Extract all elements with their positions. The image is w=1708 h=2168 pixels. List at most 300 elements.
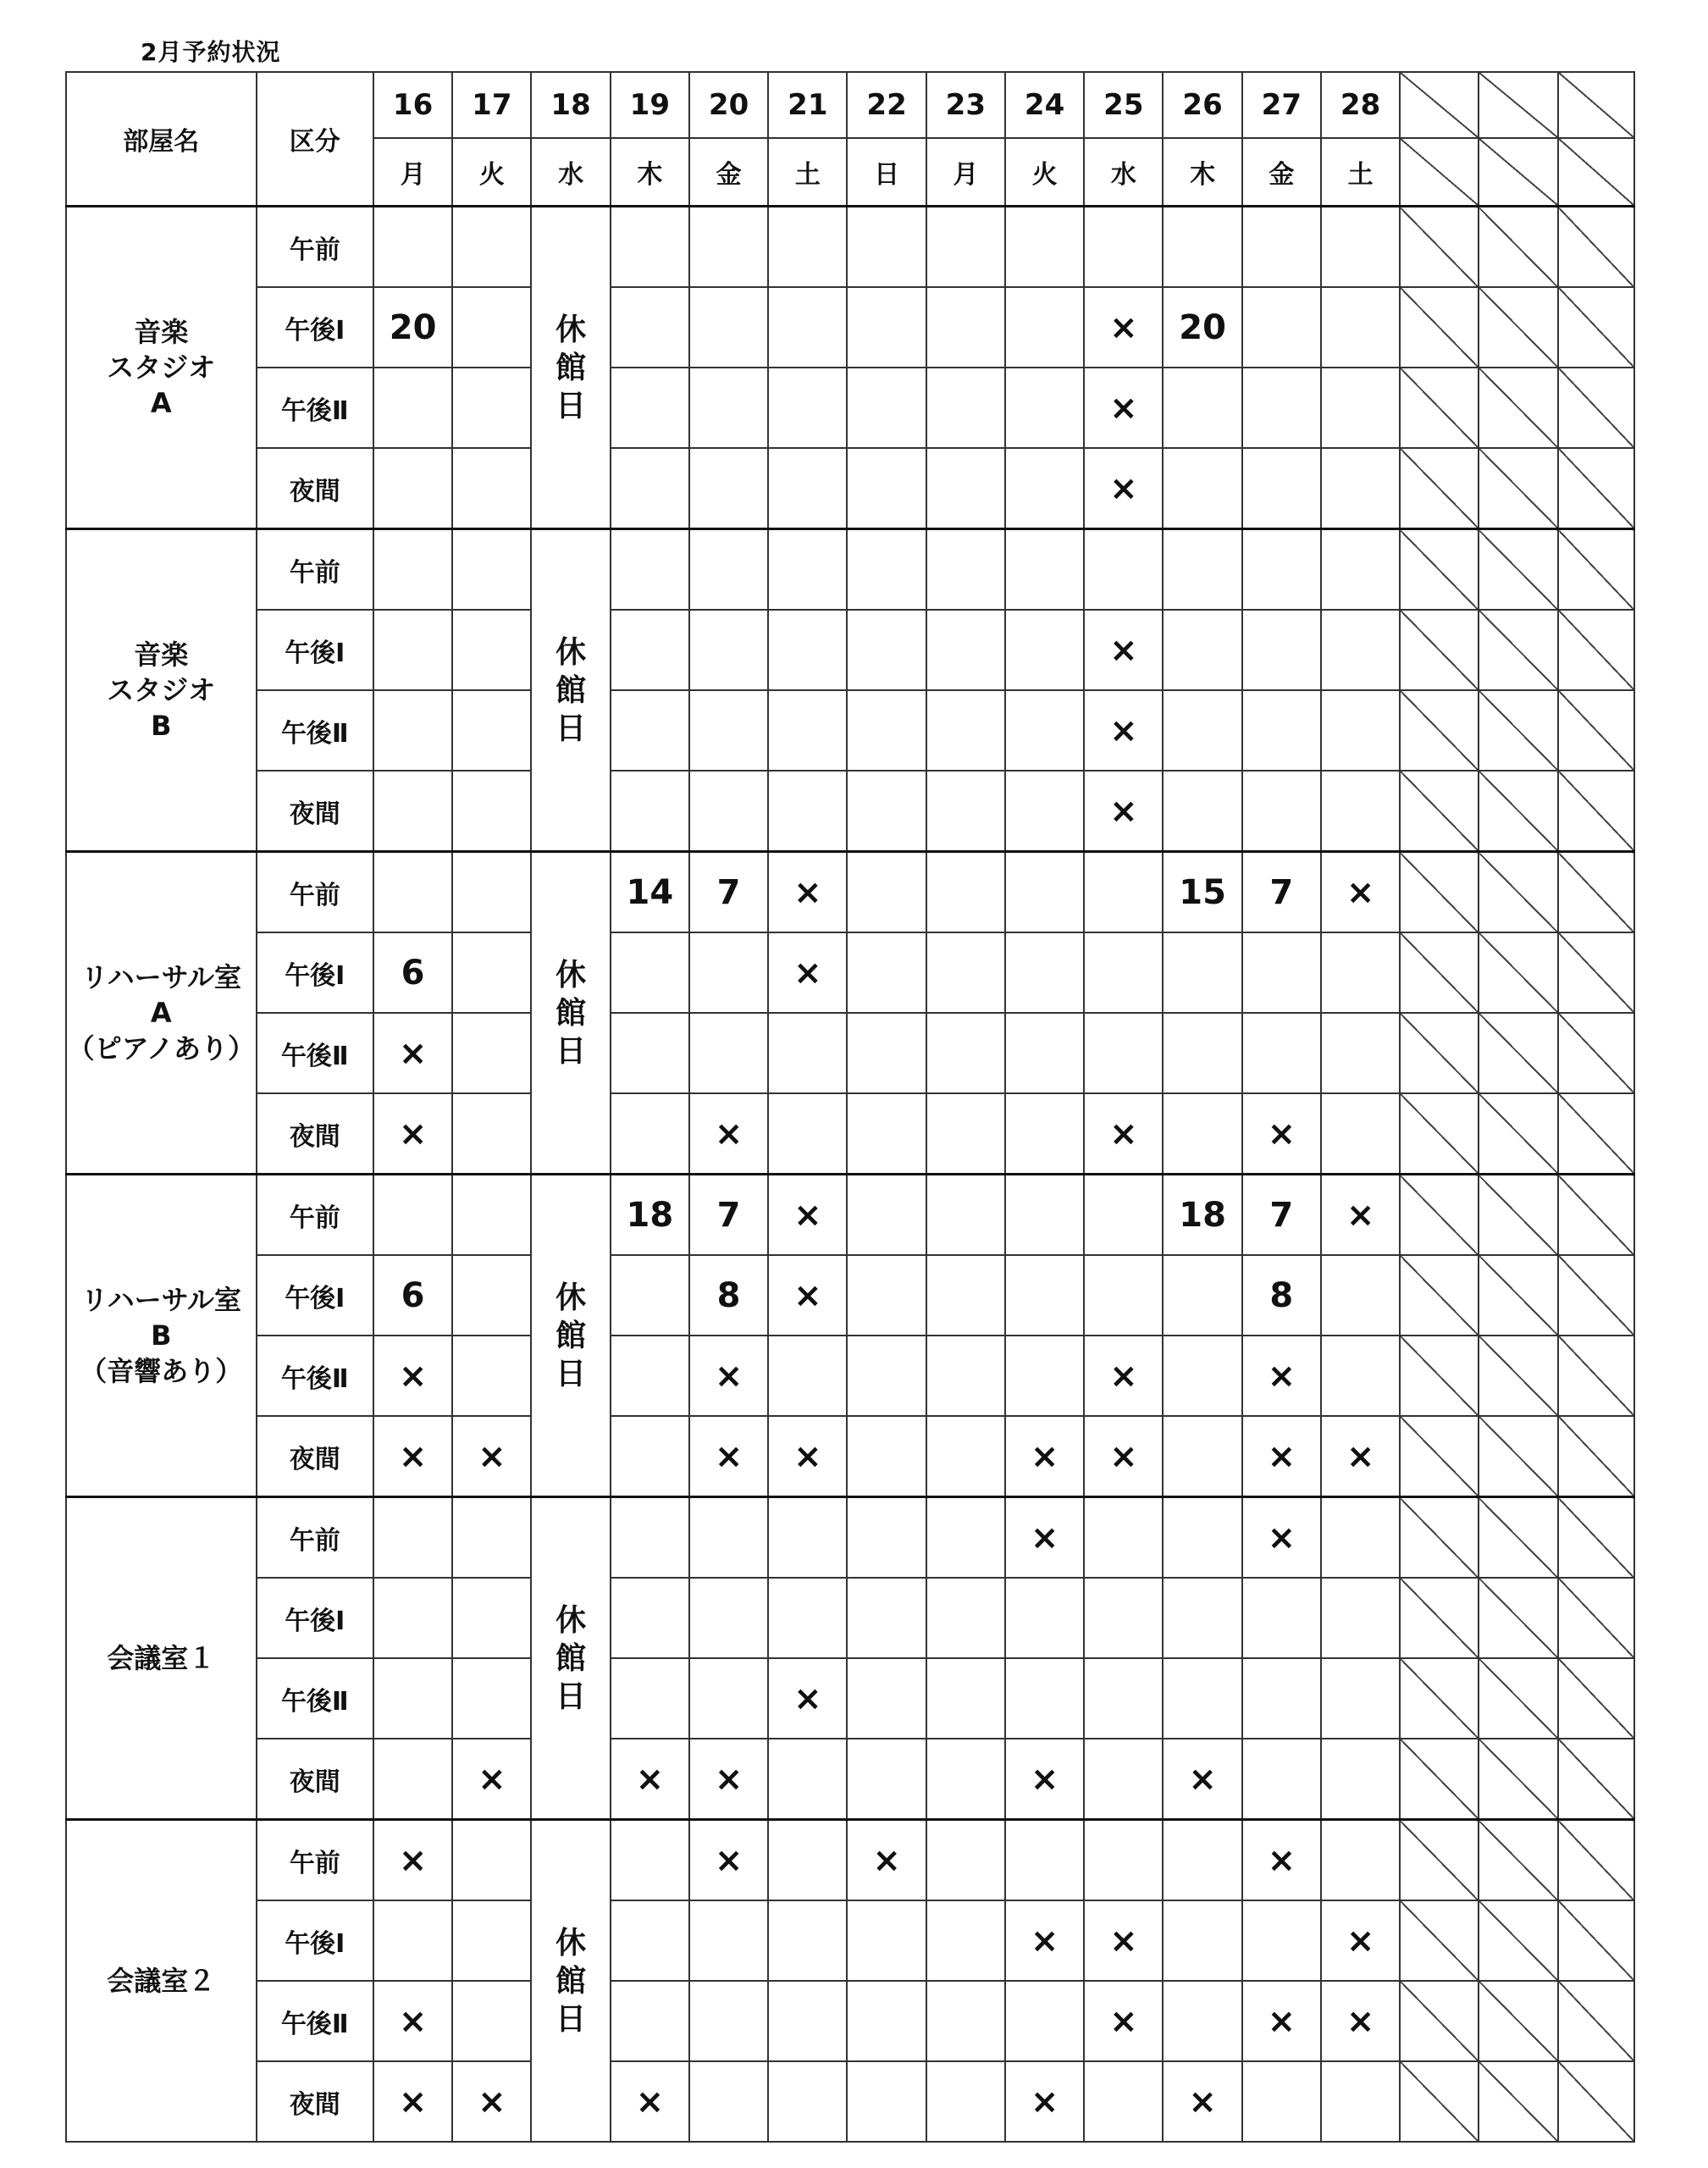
closed-day-char: 館	[556, 672, 587, 708]
date-header: 20	[689, 72, 768, 138]
availability-cell	[768, 1981, 847, 2061]
unused-cell	[1400, 1820, 1479, 1901]
availability-cell	[373, 1578, 452, 1658]
weekday-header: 土	[1321, 138, 1400, 207]
unused-cell	[1479, 690, 1557, 771]
availability-cell	[1321, 1658, 1400, 1739]
period-cell: 午前	[257, 1175, 373, 1256]
availability-cell	[1005, 1013, 1084, 1093]
availability-cell: ×	[1242, 1820, 1321, 1901]
availability-cell	[1242, 287, 1321, 368]
availability-cell	[1084, 1578, 1163, 1658]
closed-day-cell	[531, 852, 610, 1175]
availability-cell	[1163, 932, 1241, 1013]
availability-cell: ×	[1084, 1416, 1163, 1497]
period-header: 区分	[257, 72, 373, 207]
availability-cell	[768, 771, 847, 852]
availability-cell	[768, 2061, 847, 2142]
availability-cell	[611, 368, 689, 448]
availability-cell	[689, 1900, 768, 1981]
availability-cell: ×	[1084, 610, 1163, 690]
availability-cell	[373, 368, 452, 448]
availability-cell	[611, 1013, 689, 1093]
availability-cell	[452, 932, 531, 1013]
period-cell: 午後Ⅱ	[257, 1658, 373, 1739]
closed-day-char: 館	[556, 350, 587, 385]
availability-cell	[926, 287, 1005, 368]
availability-cell	[926, 207, 1005, 288]
availability-cell	[768, 1578, 847, 1658]
availability-cell	[1005, 1981, 1084, 2061]
availability-cell: ×	[1084, 1093, 1163, 1175]
unused-cell	[1558, 448, 1634, 529]
closed-day-char: 休	[556, 312, 587, 347]
period-cell: 午前	[257, 207, 373, 288]
unused-cell	[1558, 368, 1634, 448]
closed-day-char: 日	[556, 711, 587, 746]
availability-cell	[373, 1739, 452, 1820]
weekday-header: 水	[1084, 138, 1163, 207]
room-name-cell	[66, 529, 257, 852]
unused-cell	[1558, 2061, 1634, 2142]
period-cell: 夜間	[257, 771, 373, 852]
period-cell: 午後Ⅱ	[257, 1013, 373, 1093]
availability-cell	[452, 1497, 531, 1579]
availability-cell	[373, 1900, 452, 1981]
period-cell: 夜間	[257, 2061, 373, 2142]
availability-cell	[452, 1820, 531, 1901]
period-cell: 夜間	[257, 1739, 373, 1820]
unused-cell	[1479, 1013, 1557, 1093]
availability-cell	[1321, 1255, 1400, 1336]
period-cell: 午後Ⅰ	[257, 610, 373, 690]
availability-cell	[847, 1416, 926, 1497]
availability-cell	[926, 448, 1005, 529]
unused-cell	[1558, 1658, 1634, 1739]
availability-cell	[1163, 1658, 1241, 1739]
availability-cell: 14	[611, 852, 689, 933]
availability-cell	[1321, 771, 1400, 852]
availability-cell	[1321, 1497, 1400, 1579]
period-cell: 午後Ⅱ	[257, 1981, 373, 2061]
availability-cell	[847, 771, 926, 852]
availability-cell	[926, 610, 1005, 690]
availability-cell: ×	[689, 1336, 768, 1416]
availability-cell: ×	[1084, 1900, 1163, 1981]
availability-cell	[1005, 368, 1084, 448]
unused-cell	[1558, 852, 1634, 933]
availability-cell	[1321, 207, 1400, 288]
weekday-header: 火	[452, 138, 531, 207]
availability-cell: 8	[1242, 1255, 1321, 1336]
unused-date-cell	[1479, 72, 1557, 138]
availability-cell	[1005, 1175, 1084, 1256]
availability-cell	[1242, 690, 1321, 771]
availability-cell	[689, 2061, 768, 2142]
availability-cell	[1005, 690, 1084, 771]
availability-cell	[452, 1255, 531, 1336]
unused-cell	[1479, 932, 1557, 1013]
unused-cell	[1400, 1497, 1479, 1579]
availability-cell: ×	[1005, 1416, 1084, 1497]
availability-cell	[926, 1013, 1005, 1093]
unused-cell	[1558, 771, 1634, 852]
availability-cell: 7	[689, 1175, 768, 1256]
availability-cell	[452, 1013, 531, 1093]
availability-cell	[452, 448, 531, 529]
availability-cell: ×	[1242, 1336, 1321, 1416]
date-header: 24	[1005, 72, 1084, 138]
weekday-header: 日	[847, 138, 926, 207]
closed-day-cell	[531, 1175, 610, 1497]
availability-cell	[1163, 368, 1241, 448]
availability-cell: ×	[689, 1739, 768, 1820]
unused-cell	[1479, 1175, 1557, 1256]
availability-cell: ×	[847, 1820, 926, 1901]
availability-cell	[847, 1093, 926, 1175]
availability-cell	[1321, 529, 1400, 611]
availability-cell: 7	[1242, 852, 1321, 933]
availability-cell	[611, 1578, 689, 1658]
unused-cell	[1558, 1900, 1634, 1981]
availability-cell	[452, 1658, 531, 1739]
availability-cell	[1084, 1820, 1163, 1901]
unused-cell	[1558, 1416, 1634, 1497]
availability-cell	[847, 207, 926, 288]
availability-cell	[1163, 1900, 1241, 1981]
availability-cell	[1005, 529, 1084, 611]
availability-cell: 15	[1163, 852, 1241, 933]
reservation-table	[65, 71, 1635, 2143]
availability-cell	[452, 852, 531, 933]
availability-cell	[1163, 448, 1241, 529]
availability-cell	[689, 932, 768, 1013]
unused-cell	[1479, 1416, 1557, 1497]
availability-cell: ×	[1005, 1739, 1084, 1820]
availability-cell	[611, 690, 689, 771]
unused-weekday-cell	[1479, 138, 1557, 207]
weekday-header: 月	[926, 138, 1005, 207]
availability-cell	[1163, 1820, 1241, 1901]
availability-cell	[926, 1175, 1005, 1256]
availability-cell	[1321, 1820, 1400, 1901]
unused-cell	[1558, 287, 1634, 368]
unused-cell	[1479, 287, 1557, 368]
availability-cell	[611, 1981, 689, 2061]
unused-cell	[1400, 1658, 1479, 1739]
availability-cell	[689, 1013, 768, 1093]
closed-day-cell	[531, 1820, 610, 2143]
closed-day-cell	[531, 207, 610, 529]
availability-cell: ×	[1084, 287, 1163, 368]
availability-cell	[1084, 529, 1163, 611]
availability-cell	[611, 1820, 689, 1901]
period-cell: 午後Ⅰ	[257, 1578, 373, 1658]
availability-cell: ×	[1005, 2061, 1084, 2142]
availability-cell	[1163, 1013, 1241, 1093]
room-name-line: B	[151, 1319, 172, 1352]
availability-cell	[611, 1497, 689, 1579]
availability-cell	[847, 1900, 926, 1981]
availability-cell: ×	[689, 1416, 768, 1497]
availability-cell: ×	[768, 1416, 847, 1497]
availability-cell	[373, 690, 452, 771]
availability-cell	[373, 610, 452, 690]
availability-cell	[926, 1336, 1005, 1416]
unused-cell	[1479, 1820, 1557, 1901]
unused-cell	[1479, 2061, 1557, 2142]
unused-cell	[1479, 1497, 1557, 1579]
unused-cell	[1400, 1578, 1479, 1658]
availability-cell	[611, 1093, 689, 1175]
availability-cell	[689, 529, 768, 611]
availability-cell	[1084, 852, 1163, 933]
availability-cell: ×	[1321, 1981, 1400, 2061]
room-name-line: B	[151, 710, 172, 742]
availability-cell	[611, 529, 689, 611]
availability-cell	[847, 1255, 926, 1336]
period-cell: 午後Ⅱ	[257, 690, 373, 771]
unused-cell	[1479, 368, 1557, 448]
availability-cell	[373, 1497, 452, 1579]
unused-cell	[1479, 207, 1557, 288]
unused-cell	[1479, 529, 1557, 611]
room-name-line: A	[150, 997, 172, 1029]
unused-cell	[1400, 1336, 1479, 1416]
availability-cell: 6	[373, 1255, 452, 1336]
unused-cell	[1479, 1336, 1557, 1416]
availability-cell	[847, 1013, 926, 1093]
unused-cell	[1400, 1093, 1479, 1175]
availability-cell: ×	[1242, 1416, 1321, 1497]
weekday-header: 火	[1005, 138, 1084, 207]
availability-cell	[1005, 610, 1084, 690]
availability-cell: 6	[373, 932, 452, 1013]
availability-cell	[1163, 1336, 1241, 1416]
period-cell: 午後Ⅰ	[257, 932, 373, 1013]
availability-cell	[926, 690, 1005, 771]
closed-day-char: 日	[556, 1356, 587, 1391]
availability-cell: ×	[452, 1739, 531, 1820]
closed-day-char: 休	[556, 1925, 587, 1961]
availability-cell: 20	[373, 287, 452, 368]
availability-cell	[373, 771, 452, 852]
room-name-cell	[66, 852, 257, 1175]
availability-cell	[1163, 1578, 1241, 1658]
availability-cell	[1084, 207, 1163, 288]
date-header: 23	[926, 72, 1005, 138]
unused-cell	[1558, 690, 1634, 771]
period-cell: 午後Ⅱ	[257, 1336, 373, 1416]
availability-cell: ×	[1084, 368, 1163, 448]
availability-cell: ×	[373, 1981, 452, 2061]
availability-cell	[1242, 932, 1321, 1013]
closed-day-cell	[531, 1497, 610, 1820]
availability-cell	[1084, 932, 1163, 1013]
date-header: 25	[1084, 72, 1163, 138]
date-header: 16	[373, 72, 452, 138]
availability-cell	[847, 690, 926, 771]
unused-cell	[1400, 690, 1479, 771]
availability-cell: ×	[373, 2061, 452, 2142]
availability-cell	[926, 1981, 1005, 2061]
availability-cell	[1242, 2061, 1321, 2142]
availability-cell: ×	[768, 932, 847, 1013]
unused-cell	[1558, 1981, 1634, 2061]
period-cell: 午前	[257, 529, 373, 611]
availability-cell	[1321, 690, 1400, 771]
availability-cell	[1321, 1336, 1400, 1416]
availability-cell	[1242, 1739, 1321, 1820]
availability-cell	[689, 771, 768, 852]
unused-cell	[1558, 1013, 1634, 1093]
availability-cell	[452, 1900, 531, 1981]
availability-cell: ×	[373, 1013, 452, 1093]
availability-cell	[1242, 610, 1321, 690]
availability-cell	[373, 1175, 452, 1256]
availability-cell	[768, 610, 847, 690]
date-header: 22	[847, 72, 926, 138]
unused-cell	[1400, 1175, 1479, 1256]
availability-cell	[1005, 852, 1084, 933]
period-cell: 午後Ⅱ	[257, 368, 373, 448]
availability-cell	[847, 1739, 926, 1820]
availability-cell: ×	[1005, 1497, 1084, 1579]
availability-cell	[1242, 448, 1321, 529]
unused-cell	[1479, 852, 1557, 933]
availability-cell	[847, 1336, 926, 1416]
availability-cell	[1163, 771, 1241, 852]
unused-cell	[1479, 771, 1557, 852]
availability-cell	[452, 1336, 531, 1416]
availability-cell	[373, 207, 452, 288]
availability-cell	[926, 1900, 1005, 1981]
availability-cell: ×	[1242, 1093, 1321, 1175]
availability-cell	[1242, 1658, 1321, 1739]
availability-cell: ×	[1163, 1739, 1241, 1820]
closed-day-char: 休	[556, 1280, 587, 1315]
unused-cell	[1400, 932, 1479, 1013]
availability-cell	[926, 529, 1005, 611]
availability-cell: ×	[1321, 852, 1400, 933]
availability-cell	[611, 1658, 689, 1739]
availability-cell: ×	[768, 1255, 847, 1336]
availability-cell	[1005, 771, 1084, 852]
availability-cell	[611, 1416, 689, 1497]
availability-cell	[611, 610, 689, 690]
availability-cell: ×	[611, 1739, 689, 1820]
unused-weekday-cell	[1558, 138, 1634, 207]
availability-cell	[926, 2061, 1005, 2142]
unused-cell	[1400, 1739, 1479, 1820]
unused-cell	[1400, 771, 1479, 852]
availability-cell	[1163, 1255, 1241, 1336]
availability-cell: 7	[689, 852, 768, 933]
unused-cell	[1400, 1416, 1479, 1497]
unused-cell	[1400, 610, 1479, 690]
closed-day-char: 日	[556, 1033, 587, 1069]
availability-cell	[1242, 1900, 1321, 1981]
availability-cell: 18	[611, 1175, 689, 1256]
availability-cell: ×	[452, 1416, 531, 1497]
availability-cell	[452, 287, 531, 368]
period-cell: 午後Ⅰ	[257, 287, 373, 368]
availability-cell	[768, 1739, 847, 1820]
availability-cell	[926, 1578, 1005, 1658]
availability-cell	[768, 1093, 847, 1175]
availability-cell	[1084, 1255, 1163, 1336]
unused-cell	[1479, 1093, 1557, 1175]
room-name-line: A	[150, 387, 172, 419]
availability-cell	[1005, 1336, 1084, 1416]
availability-cell	[768, 207, 847, 288]
availability-cell	[926, 1255, 1005, 1336]
availability-cell: ×	[689, 1820, 768, 1901]
availability-cell	[768, 690, 847, 771]
unused-cell	[1400, 2061, 1479, 2142]
availability-cell	[452, 1578, 531, 1658]
period-cell: 午前	[257, 852, 373, 933]
date-header: 17	[452, 72, 531, 138]
period-cell: 夜間	[257, 448, 373, 529]
availability-cell	[373, 852, 452, 933]
unused-cell	[1558, 1093, 1634, 1175]
weekday-header: 月	[373, 138, 452, 207]
availability-cell	[1005, 1255, 1084, 1336]
weekday-header: 木	[1163, 138, 1241, 207]
availability-cell	[1163, 690, 1241, 771]
room-name-line: 会議室１	[107, 1642, 216, 1674]
availability-cell: 8	[689, 1255, 768, 1336]
date-header: 19	[611, 72, 689, 138]
period-cell: 夜間	[257, 1093, 373, 1175]
weekday-header: 金	[689, 138, 768, 207]
availability-cell	[847, 1658, 926, 1739]
availability-cell	[452, 368, 531, 448]
closed-day-char: 館	[556, 1640, 587, 1676]
availability-cell	[1163, 610, 1241, 690]
weekday-header: 木	[611, 138, 689, 207]
availability-cell	[1242, 368, 1321, 448]
availability-cell	[611, 932, 689, 1013]
availability-cell	[847, 2061, 926, 2142]
availability-cell	[689, 448, 768, 529]
availability-cell	[926, 852, 1005, 933]
unused-cell	[1400, 287, 1479, 368]
unused-cell	[1400, 1900, 1479, 1981]
closed-day-char: 休	[556, 1602, 587, 1638]
date-header: 18	[531, 72, 610, 138]
availability-cell	[1005, 287, 1084, 368]
availability-cell	[452, 1175, 531, 1256]
unused-cell	[1558, 1175, 1634, 1256]
unused-cell	[1558, 1336, 1634, 1416]
availability-cell: ×	[373, 1336, 452, 1416]
availability-cell	[1321, 610, 1400, 690]
date-header: 28	[1321, 72, 1400, 138]
availability-cell: 7	[1242, 1175, 1321, 1256]
availability-cell	[1005, 1578, 1084, 1658]
closed-day-char: 休	[556, 957, 587, 993]
availability-cell	[1242, 1013, 1321, 1093]
availability-cell	[452, 1093, 531, 1175]
availability-cell: ×	[1084, 1336, 1163, 1416]
availability-cell	[1084, 1497, 1163, 1579]
period-cell: 午前	[257, 1497, 373, 1579]
availability-cell	[847, 287, 926, 368]
unused-cell	[1479, 1900, 1557, 1981]
availability-cell	[611, 1900, 689, 1981]
